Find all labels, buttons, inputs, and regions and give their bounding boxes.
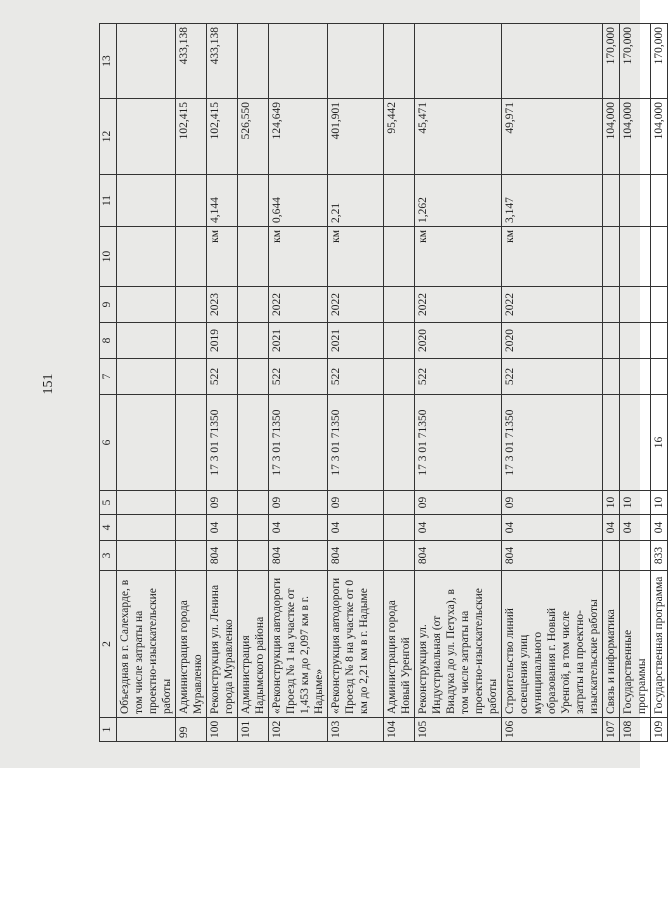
table-row xyxy=(502,24,603,742)
cell-col-10: км xyxy=(502,227,603,287)
table-row xyxy=(176,24,207,742)
cell-col-6 xyxy=(620,395,651,491)
cell-col-9: 2023 xyxy=(207,287,238,323)
cell-col-4 xyxy=(384,515,415,541)
cell-col-9: 2022 xyxy=(269,287,328,323)
cell-col-4: 04 xyxy=(415,515,502,541)
cell-col-3: 804 xyxy=(415,541,502,571)
cell-col-7 xyxy=(620,359,651,395)
cell-col-13: 170,000 xyxy=(603,24,620,99)
cell-col-10: км xyxy=(415,227,502,287)
budget-table xyxy=(99,23,668,742)
cell-col-5 xyxy=(117,491,176,515)
cell-col-8: 2020 xyxy=(415,323,502,359)
cell-col-12: 526,550 xyxy=(238,99,269,175)
cell-col-8: 2021 xyxy=(269,323,328,359)
column-header-13: 13 xyxy=(100,24,117,99)
cell-col-12: 104,000 xyxy=(651,99,668,175)
cell-col-7 xyxy=(384,359,415,395)
cell-col-12: 102,415 xyxy=(176,99,207,175)
cell-col-7 xyxy=(117,359,176,395)
cell-col-5: 09 xyxy=(269,491,328,515)
column-header-8: 8 xyxy=(100,323,117,359)
cell-col-3: 804 xyxy=(328,541,384,571)
cell-col-5: 10 xyxy=(620,491,651,515)
cell-col-7 xyxy=(651,359,668,395)
cell-col-2: Государственные программы xyxy=(620,571,651,718)
cell-col-6: 17 3 01 71350 xyxy=(269,395,328,491)
cell-col-2: Реконструкция ул. Ленина города Муравленко xyxy=(207,571,238,718)
column-header-11: 11 xyxy=(100,175,117,227)
cell-col-6 xyxy=(384,395,415,491)
cell-col-2: Объездная в г. Салехарде, в том числе затраты на проектно-изыскательские работы xyxy=(117,571,176,718)
cell-col-12 xyxy=(117,99,176,175)
cell-col-2: Администрация города Муравленко xyxy=(176,571,207,718)
cell-col-11: 3,147 xyxy=(502,175,603,227)
table-row xyxy=(620,24,651,742)
cell-col-7 xyxy=(238,359,269,395)
cell-col-9 xyxy=(384,287,415,323)
column-header-7: 7 xyxy=(100,359,117,395)
cell-col-1 xyxy=(117,718,176,742)
cell-col-2: Строительство линий освещения улиц муниципального образования г. Новый Уренгой, в том числе затраты на проектно-изыскательские работы xyxy=(502,571,603,718)
cell-col-4 xyxy=(238,515,269,541)
cell-col-5: 10 xyxy=(651,491,668,515)
page-number: 151 xyxy=(41,373,56,395)
table-row xyxy=(328,24,384,742)
cell-col-8 xyxy=(384,323,415,359)
cell-col-13 xyxy=(502,24,603,99)
column-header-10: 10 xyxy=(100,227,117,287)
cell-col-2: Связь и информатика xyxy=(603,571,620,718)
cell-col-8 xyxy=(603,323,620,359)
table-body xyxy=(117,24,668,742)
cell-col-6: 16 xyxy=(651,395,668,491)
cell-col-9 xyxy=(176,287,207,323)
cell-col-3 xyxy=(176,541,207,571)
cell-col-12: 104,000 xyxy=(603,99,620,175)
cell-col-1: 107 xyxy=(603,718,620,742)
cell-col-11: 4,144 xyxy=(207,175,238,227)
cell-col-6 xyxy=(238,395,269,491)
cell-col-6 xyxy=(176,395,207,491)
cell-col-11: 2,21 xyxy=(328,175,384,227)
cell-col-11 xyxy=(603,175,620,227)
cell-col-10 xyxy=(117,227,176,287)
cell-col-2: «Реконструкция автодороги Проезд № 1 на участке от 1,453 км до 2,097 км в г. Надыме» xyxy=(269,571,328,718)
cell-col-12: 124,649 xyxy=(269,99,328,175)
cell-col-6: 17 3 01 71350 xyxy=(207,395,238,491)
column-header-2: 2 xyxy=(100,571,117,718)
cell-col-4: 04 xyxy=(651,515,668,541)
cell-col-1: 99 xyxy=(176,718,207,742)
cell-col-10: км xyxy=(207,227,238,287)
table-row xyxy=(238,24,269,742)
cell-col-6: 17 3 01 71350 xyxy=(328,395,384,491)
cell-col-3 xyxy=(603,541,620,571)
cell-col-4 xyxy=(117,515,176,541)
cell-col-13 xyxy=(328,24,384,99)
table-row xyxy=(117,24,176,742)
cell-col-9 xyxy=(620,287,651,323)
rotated-table-container xyxy=(99,24,665,742)
cell-col-7 xyxy=(176,359,207,395)
cell-col-1: 102 xyxy=(269,718,328,742)
cell-col-5: 10 xyxy=(603,491,620,515)
cell-col-10 xyxy=(176,227,207,287)
column-header-12: 12 xyxy=(100,99,117,175)
column-header-1: 1 xyxy=(100,718,117,742)
cell-col-8 xyxy=(651,323,668,359)
cell-col-1: 108 xyxy=(620,718,651,742)
cell-col-12: 401,901 xyxy=(328,99,384,175)
cell-col-2: Реконструкция ул. Индустриальная (от Виадука до ул. Петуха), в том числе затраты на проектно-изыскательские работы xyxy=(415,571,502,718)
cell-col-10 xyxy=(238,227,269,287)
cell-col-6 xyxy=(117,395,176,491)
cell-col-12: 95,442 xyxy=(384,99,415,175)
cell-col-8: 2019 xyxy=(207,323,238,359)
cell-col-13: 433,138 xyxy=(176,24,207,99)
header-row xyxy=(100,24,117,742)
cell-col-8: 2021 xyxy=(328,323,384,359)
cell-col-1: 109 xyxy=(651,718,668,742)
cell-col-3: 804 xyxy=(207,541,238,571)
cell-col-11 xyxy=(620,175,651,227)
cell-col-1: 105 xyxy=(415,718,502,742)
table-row xyxy=(603,24,620,742)
cell-col-12: 104,000 xyxy=(620,99,651,175)
cell-col-1: 103 xyxy=(328,718,384,742)
cell-col-5 xyxy=(238,491,269,515)
cell-col-11 xyxy=(384,175,415,227)
cell-col-5: 09 xyxy=(502,491,603,515)
cell-col-1: 100 xyxy=(207,718,238,742)
cell-col-4: 04 xyxy=(207,515,238,541)
cell-col-7: 522 xyxy=(269,359,328,395)
cell-col-4: 04 xyxy=(603,515,620,541)
cell-col-12: 49,971 xyxy=(502,99,603,175)
cell-col-7: 522 xyxy=(415,359,502,395)
cell-col-13: 170,000 xyxy=(651,24,668,99)
column-header-3: 3 xyxy=(100,541,117,571)
cell-col-9 xyxy=(603,287,620,323)
column-header-4: 4 xyxy=(100,515,117,541)
cell-col-10: км xyxy=(269,227,328,287)
cell-col-5: 09 xyxy=(207,491,238,515)
cell-col-2: Администрация города Новый Уренгой xyxy=(384,571,415,718)
cell-col-8: 2020 xyxy=(502,323,603,359)
cell-col-4: 04 xyxy=(269,515,328,541)
cell-col-13: 170,000 xyxy=(620,24,651,99)
cell-col-13 xyxy=(415,24,502,99)
cell-col-13 xyxy=(238,24,269,99)
table-row xyxy=(384,24,415,742)
cell-col-8 xyxy=(117,323,176,359)
cell-col-7: 522 xyxy=(502,359,603,395)
cell-col-8 xyxy=(176,323,207,359)
table-row xyxy=(415,24,502,742)
column-header-6: 6 xyxy=(100,395,117,491)
cell-col-5: 09 xyxy=(328,491,384,515)
cell-col-9: 2022 xyxy=(502,287,603,323)
cell-col-10 xyxy=(384,227,415,287)
cell-col-10 xyxy=(620,227,651,287)
cell-col-9: 2022 xyxy=(328,287,384,323)
cell-col-11: 1,262 xyxy=(415,175,502,227)
cell-col-12: 102,415 xyxy=(207,99,238,175)
cell-col-3 xyxy=(384,541,415,571)
cell-col-6 xyxy=(603,395,620,491)
cell-col-9: 2022 xyxy=(415,287,502,323)
cell-col-11 xyxy=(117,175,176,227)
cell-col-5 xyxy=(176,491,207,515)
cell-col-6: 17 3 01 71350 xyxy=(502,395,603,491)
cell-col-11: 0,644 xyxy=(269,175,328,227)
cell-col-9 xyxy=(238,287,269,323)
cell-col-5: 09 xyxy=(415,491,502,515)
cell-col-5 xyxy=(384,491,415,515)
cell-col-2: «Реконструкция автодороги Проезд № 8 на участке от 0 км до 2,21 км в г. Надыме xyxy=(328,571,384,718)
cell-col-8 xyxy=(238,323,269,359)
cell-col-8 xyxy=(620,323,651,359)
table-row xyxy=(207,24,238,742)
cell-col-3: 833 xyxy=(651,541,668,571)
cell-col-4: 04 xyxy=(502,515,603,541)
cell-col-3 xyxy=(620,541,651,571)
cell-col-11 xyxy=(651,175,668,227)
cell-col-3 xyxy=(117,541,176,571)
cell-col-11 xyxy=(238,175,269,227)
column-header-9: 9 xyxy=(100,287,117,323)
column-header-5: 5 xyxy=(100,491,117,515)
cell-col-10 xyxy=(603,227,620,287)
cell-col-13: 433,138 xyxy=(207,24,238,99)
table-row xyxy=(651,24,668,742)
cell-col-2: Администрация Надымского района xyxy=(238,571,269,718)
cell-col-1: 101 xyxy=(238,718,269,742)
table-row xyxy=(269,24,328,742)
cell-col-3 xyxy=(238,541,269,571)
cell-col-9 xyxy=(117,287,176,323)
cell-col-10: км xyxy=(328,227,384,287)
cell-col-2: Государственная программа xyxy=(651,571,668,718)
cell-col-4 xyxy=(176,515,207,541)
cell-col-13 xyxy=(269,24,328,99)
cell-col-13 xyxy=(384,24,415,99)
cell-col-1: 104 xyxy=(384,718,415,742)
cell-col-1: 106 xyxy=(502,718,603,742)
cell-col-7 xyxy=(603,359,620,395)
cell-col-13 xyxy=(117,24,176,99)
cell-col-4: 04 xyxy=(328,515,384,541)
cell-col-9 xyxy=(651,287,668,323)
cell-col-10 xyxy=(651,227,668,287)
cell-col-11 xyxy=(176,175,207,227)
cell-col-3: 804 xyxy=(269,541,328,571)
cell-col-7: 522 xyxy=(328,359,384,395)
cell-col-3: 804 xyxy=(502,541,603,571)
cell-col-7: 522 xyxy=(207,359,238,395)
cell-col-4: 04 xyxy=(620,515,651,541)
cell-col-12: 45,471 xyxy=(415,99,502,175)
cell-col-6: 17 3 01 71350 xyxy=(415,395,502,491)
